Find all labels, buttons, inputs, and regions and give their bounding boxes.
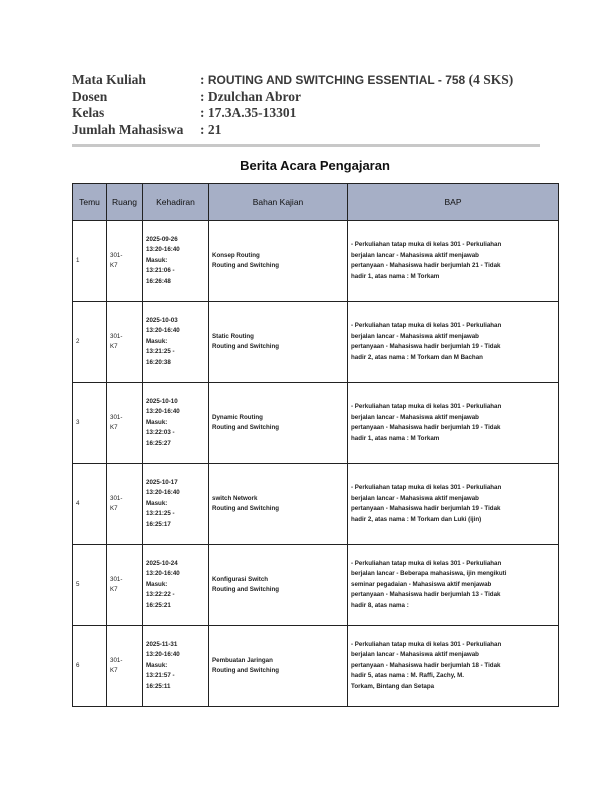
bahan-kajian-line: Routing and Switching (212, 424, 280, 431)
bap-line: hadir 1, atas nama : M Torkam (351, 272, 440, 280)
jumlah-mahasiswa-label: Jumlah Mahasiswa (72, 121, 184, 137)
info-row-dosen (72, 89, 542, 106)
kehadiran-line: 13:21:25 - (146, 510, 175, 518)
ruang-line: K7 (110, 505, 118, 512)
bap-line: seminar pegadaian - Mahasiswa aktif menjawab (351, 580, 492, 588)
bap-line: berjalan lancar - Mahasiswa aktif menjawab (351, 494, 479, 502)
temu-cell: 1 (73, 221, 107, 302)
bap-line: pertanyaan - Mahasiswa hadir berjumlah 21 - Tidak (351, 262, 501, 269)
kehadiran-line: 13:20-16:40 (146, 570, 180, 578)
kehadiran-line: Masuk: (146, 580, 168, 588)
bahan-kajian-line: Konfigurasi Switch (212, 575, 269, 583)
kehadiran-line: 2025-11-31 (146, 640, 178, 648)
bahan-kajian-cell (209, 383, 348, 464)
bap-cell (348, 221, 559, 302)
table-row (73, 464, 559, 545)
kehadiran-line: 13:21:06 - (146, 267, 175, 275)
bap-line: hadir 5, atas nama : M. Raffi, Zachy, M. (351, 672, 465, 680)
bap-line: hadir 2, atas nama : M Torkam dan M Bachan (351, 353, 483, 361)
bap-cell (348, 464, 559, 545)
kehadiran-line: 2025-10-10 (146, 397, 178, 405)
bap-line: hadir 1, atas nama : M Torkam (351, 434, 440, 442)
kelas-value: : 17.3A.35-13301 (200, 105, 297, 120)
document-title: Berita Acara Pengajaran (240, 158, 390, 173)
temu-cell: 2 (73, 302, 107, 383)
bahan-kajian-line: Konsep Routing (212, 251, 260, 259)
bahan-kajian-cell (209, 545, 348, 626)
kehadiran-line: 13:22:03 - (146, 429, 175, 437)
kehadiran-line: 13:20-16:40 (146, 408, 180, 416)
mata-kuliah-value (200, 72, 542, 89)
bahan-kajian-line: Dynamic Routing (212, 413, 263, 421)
kehadiran-line: Masuk: (146, 256, 168, 264)
dosen-value: : Dzulchan Abror (200, 88, 302, 104)
temu-cell: 3 (73, 383, 107, 464)
bap-line: - Perkuliahan tatap muka di kelas 301 - Perkuliahan (351, 403, 502, 410)
kehadiran-line: Masuk: (146, 499, 168, 507)
kehadiran-line: 2025-10-03 (146, 316, 178, 324)
bap-line: pertanyaan - Mahasiswa hadir berjumlah 18 - Tidak (351, 661, 501, 669)
attendance-table (72, 183, 559, 707)
table-header-row (73, 184, 559, 221)
ruang-cell (107, 626, 143, 707)
bap-line: - Perkuliahan tatap muka di kelas 301 - Perkuliahan (351, 484, 502, 491)
bap-line: Torkam, Bintang dan Setapa (351, 682, 435, 690)
kehadiran-line: 13:22:22 - (146, 591, 175, 599)
bap-line: berjalan lancar - Mahasiswa aktif menjawab (351, 251, 479, 259)
kehadiran-line: 13:21:25 - (146, 348, 175, 356)
kehadiran-line: 16:20:38 (146, 358, 171, 366)
ruang-line: K7 (110, 262, 118, 269)
bap-line: hadir 8, atas nama : (351, 601, 409, 609)
ruang-line: K7 (110, 343, 118, 350)
kehadiran-line: 13:20-16:40 (146, 246, 180, 254)
kehadiran-cell (143, 626, 209, 707)
ruang-line: K7 (110, 667, 118, 674)
bap-line: - Perkuliahan tatap muka di kelas 301 - Perkuliahan (351, 640, 502, 648)
bap-line: hadir 2, atas nama : M Torkam dan Luki (ijin) (351, 515, 482, 523)
jumlah-mahasiswa-value: : 21 (200, 121, 222, 137)
mata-kuliah-sks: (4 SKS) (465, 72, 514, 87)
column-header-temu: Temu (73, 184, 107, 221)
bap-line: berjalan lancar - Mahasiswa aktif menjawab (351, 651, 479, 659)
ruang-line: 301- (110, 656, 123, 664)
bap-line: pertanyaan - Mahasiswa hadir berjumlah 13 - Tidak (351, 591, 501, 599)
bap-cell (348, 626, 559, 707)
bap-cell (348, 383, 559, 464)
ruang-cell (107, 545, 143, 626)
info-row-kelas (72, 105, 542, 122)
kehadiran-line: 16:25:11 (146, 682, 171, 690)
kehadiran-cell (143, 302, 209, 383)
column-header-ruang: Ruang (107, 184, 143, 221)
temu-cell: 5 (73, 545, 107, 626)
temu-cell: 4 (73, 464, 107, 545)
ruang-cell (107, 302, 143, 383)
bahan-kajian-line: Routing and Switching (212, 343, 280, 350)
kehadiran-cell (143, 464, 209, 545)
table-row (73, 302, 559, 383)
kehadiran-line: Masuk: (146, 418, 168, 426)
kehadiran-line: 16:26:48 (146, 277, 171, 285)
mata-kuliah-prefix: : (200, 72, 208, 87)
kehadiran-line: 2025-10-17 (146, 478, 178, 486)
column-header-bahan-kajian: Bahan Kajian (209, 184, 348, 221)
bahan-kajian-cell (209, 464, 348, 545)
dosen-label: Dosen (72, 88, 108, 104)
ruang-cell (107, 464, 143, 545)
ruang-cell (107, 383, 143, 464)
kehadiran-line: 16:25:27 (146, 439, 171, 447)
ruang-cell (107, 221, 143, 302)
bap-line: - Perkuliahan tatap muka di kelas 301 - Perkuliahan (351, 322, 502, 329)
kehadiran-line: 16:25:17 (146, 520, 171, 528)
kehadiran-line: 13:21:57 - (146, 672, 175, 680)
bap-cell (348, 302, 559, 383)
course-info (72, 72, 542, 138)
bahan-kajian-line: Routing and Switching (212, 586, 280, 593)
kehadiran-line: 2025-10-24 (146, 559, 178, 567)
bahan-kajian-line: switch Network (212, 494, 258, 502)
kehadiran-line: 13:20-16:40 (146, 651, 180, 659)
kehadiran-line: Masuk: (146, 661, 168, 669)
bahan-kajian-line: Static Routing (212, 332, 254, 340)
bap-line: - Perkuliahan tatap muka di kelas 301 - Perkuliahan (351, 241, 502, 248)
ruang-line: K7 (110, 424, 118, 431)
kehadiran-line: 16:25:21 (146, 601, 171, 609)
bap-line: berjalan lancar - Mahasiswa aktif menjawab (351, 332, 479, 340)
bahan-kajian-cell (209, 221, 348, 302)
bap-line: pertanyaan - Mahasiswa hadir berjumlah 19 - Tidak (351, 505, 501, 512)
bahan-kajian-line: Routing and Switching (212, 667, 280, 674)
table-row (73, 383, 559, 464)
bahan-kajian-line: Routing and Switching (212, 505, 280, 512)
info-row-mata-kuliah (72, 72, 542, 89)
table-body (73, 221, 559, 707)
bap-line: berjalan lancar - Beberapa mahasiswa, ijin mengikuti (351, 570, 507, 578)
kehadiran-cell (143, 221, 209, 302)
kelas-label: Kelas (72, 105, 105, 120)
temu-cell: 6 (73, 626, 107, 707)
mata-kuliah-label: Mata Kuliah (72, 72, 146, 87)
bap-cell (348, 545, 559, 626)
mata-kuliah-name: ROUTING AND SWITCHING ESSENTIAL - 758 (207, 73, 466, 87)
ruang-line: K7 (110, 586, 118, 593)
ruang-line: 301- (110, 251, 123, 259)
bahan-kajian-line: Routing and Switching (212, 262, 280, 269)
info-row-jumlah (72, 122, 542, 139)
bahan-kajian-cell (209, 302, 348, 383)
ruang-line: 301- (110, 494, 123, 502)
bap-line: pertanyaan - Mahasiswa hadir berjumlah 19 - Tidak (351, 424, 501, 431)
kehadiran-line: Masuk: (146, 337, 168, 345)
bahan-kajian-cell (209, 626, 348, 707)
ruang-line: 301- (110, 575, 123, 583)
ruang-line: 301- (110, 332, 123, 340)
table-row (73, 221, 559, 302)
ruang-line: 301- (110, 413, 123, 421)
bap-line: berjalan lancar - Mahasiswa aktif menjawab (351, 413, 479, 421)
bap-line: - Perkuliahan tatap muka di kelas 301 - Perkuliahan (351, 559, 502, 567)
bahan-kajian-line: Pembuatan Jaringan (212, 656, 273, 664)
column-header-bap: BAP (348, 184, 559, 221)
table-row (73, 545, 559, 626)
kehadiran-cell (143, 545, 209, 626)
kehadiran-line: 2025-09-26 (146, 235, 178, 243)
column-header-kehadiran: Kehadiran (143, 184, 209, 221)
bap-line: pertanyaan - Mahasiswa hadir berjumlah 19 - Tidak (351, 343, 501, 350)
kehadiran-cell (143, 383, 209, 464)
table-row (73, 626, 559, 707)
header-divider (72, 144, 540, 147)
kehadiran-line: 13:20-16:40 (146, 327, 180, 335)
kehadiran-line: 13:20-16:40 (146, 489, 180, 497)
